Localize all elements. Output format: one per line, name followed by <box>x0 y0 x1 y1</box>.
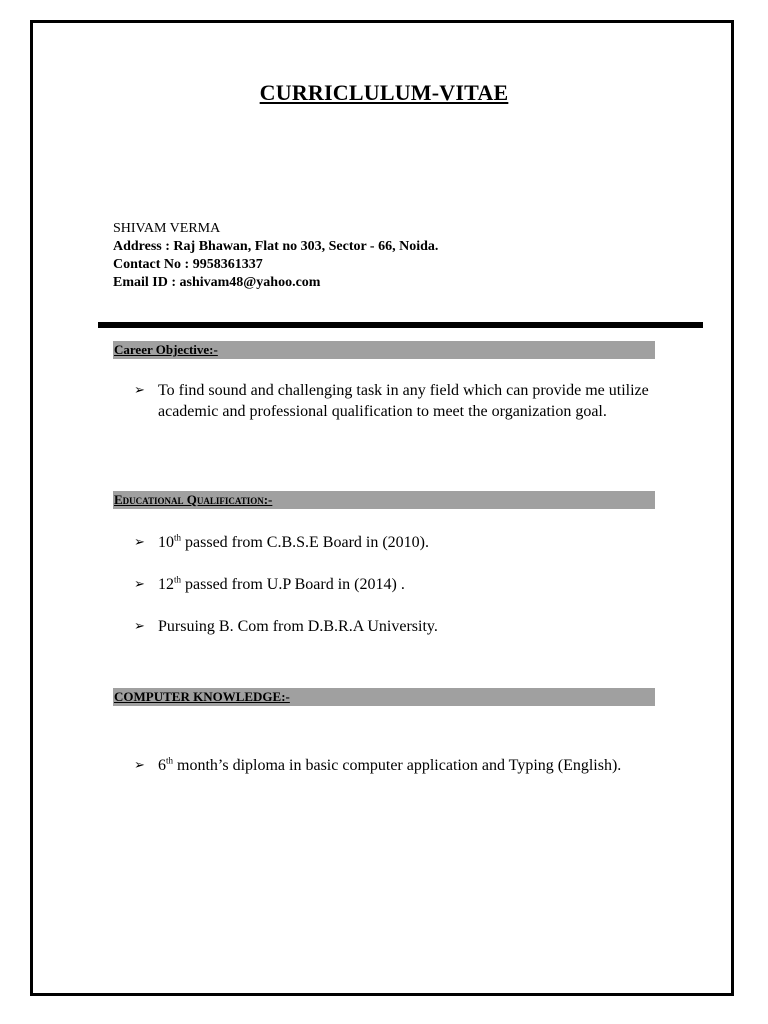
edu-item-1-rest: passed from C.B.S.E Board in (2010). <box>181 534 429 551</box>
computer-item-sup: th <box>166 755 174 766</box>
edu-item-2-rest: passed from U.P Board in (2014) . <box>181 576 405 593</box>
section-heading-career-label: Career Objective:- <box>114 342 218 357</box>
career-objective-text: To find sound and challenging task in any field which can provide me utilize academic and professional qualification to meet the organization goal. <box>158 382 649 420</box>
computer-item-rest: month’s diploma in basic computer application and Typing (English). <box>173 757 622 774</box>
arrowhead-bullet-icon: ➢ <box>134 758 145 773</box>
career-list <box>134 380 674 422</box>
computer-item-prefix: 6 <box>158 757 166 774</box>
header-divider <box>98 322 703 328</box>
section-heading-education <box>113 491 655 509</box>
contact-phone: Contact No : 9958361337 <box>113 257 263 272</box>
list-item <box>134 755 674 776</box>
contact-email: Email ID : ashivam48@yahoo.com <box>113 275 321 290</box>
edu-item-1-prefix: 10 <box>158 534 174 551</box>
section-heading-career <box>113 341 655 359</box>
arrowhead-bullet-icon: ➢ <box>134 619 145 634</box>
list-item <box>134 616 674 637</box>
education-list <box>134 532 674 637</box>
edu-item-2-prefix: 12 <box>158 576 174 593</box>
arrowhead-bullet-icon: ➢ <box>134 535 145 550</box>
edu-item-1-sup: th <box>174 532 182 543</box>
contact-block <box>113 220 438 292</box>
contact-name: SHIVAM VERMA <box>113 221 221 236</box>
list-item <box>134 380 674 422</box>
computer-list <box>134 755 674 776</box>
contact-address: Address : Raj Bhawan, Flat no 303, Sector - 66, Noida. <box>113 239 439 254</box>
list-item <box>134 532 674 553</box>
arrowhead-bullet-icon: ➢ <box>134 383 145 398</box>
edu-item-3-text: Pursuing B. Com from D.B.R.A University. <box>158 618 438 635</box>
section-heading-computer <box>113 688 655 706</box>
arrowhead-bullet-icon: ➢ <box>134 577 145 592</box>
section-heading-education-label: Educational Qualification:- <box>114 492 273 507</box>
edu-item-2-sup: th <box>174 574 182 585</box>
section-heading-computer-label: COMPUTER KNOWLEDGE:- <box>114 689 290 704</box>
list-item <box>134 574 674 595</box>
document-title: CURRICLULUM-VITAE <box>259 80 509 105</box>
